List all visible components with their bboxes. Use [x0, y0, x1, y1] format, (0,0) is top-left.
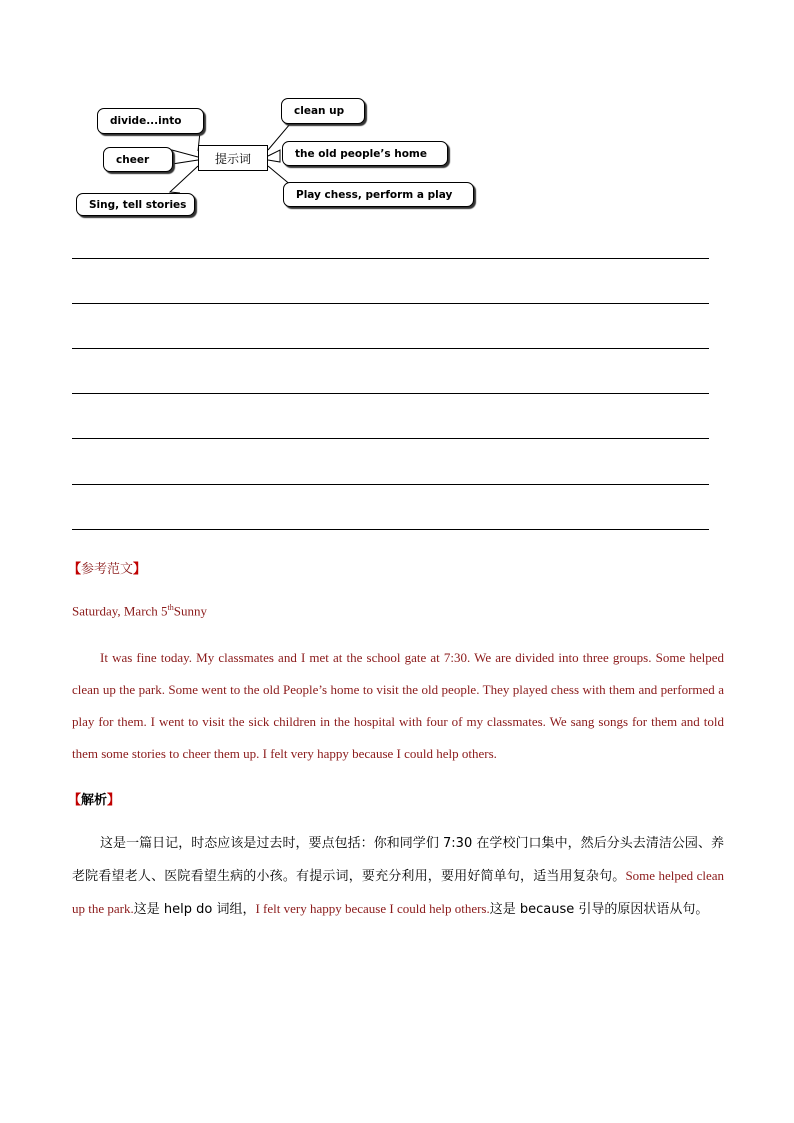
answer-line-4	[72, 393, 709, 394]
answer-line-1	[72, 258, 709, 259]
bubble-clean-up: clean up	[281, 98, 365, 124]
answer-line-7	[72, 529, 709, 530]
bubble-old-peoples-home: the old people’s home	[282, 141, 448, 166]
answer-line-2	[72, 303, 709, 304]
date-ordinal: th	[167, 603, 174, 612]
sample-essay-body: It was fine today. My classmates and I met at the school gate at 7:30. We are divided into three groups. Some helped clean up the park. Some went to the old People’s home to visit the old people. They played chess with them and performed a play for them. I went to visit the sick children in the hospital with four of my classmates. We sang songs for them and told them some stories to cheer them up. I felt very happy because I could help others.	[72, 650, 724, 761]
bubble-sing-tell-stories: Sing, tell stories	[76, 193, 195, 216]
analysis-label: 解析	[81, 793, 108, 808]
sample-label: 参考范文	[81, 562, 134, 577]
analysis-part-3: 这是 because 引导的原因状语从句。	[489, 902, 709, 917]
analysis-part-1: 这是一篇日记，时态应该是过去时，要点包括：你和同学们 7:30 在学校门口集中，然后分头去清洁公园、养老院看望老人、医院看望生病的小孩。有提示词，要充分利用，要用好简单句，适当用复杂句。	[72, 836, 724, 884]
analysis-example-1: Some helped clean up the park.	[72, 868, 724, 916]
analysis-heading: 【解析】	[68, 793, 121, 808]
bubble-play-chess: Play chess, perform a play	[283, 182, 474, 207]
answer-line-3	[72, 348, 709, 349]
analysis-text	[72, 828, 724, 926]
sample-heading: 【参考范文】	[68, 562, 147, 577]
connector-cheer	[172, 150, 198, 164]
keyword-center-box: 提示词	[198, 145, 268, 171]
keyword-diagram	[0, 0, 794, 230]
bubble-divide-into: divide...into	[97, 108, 204, 134]
date-weather: Sunny	[173, 603, 208, 619]
sample-essay	[72, 642, 724, 770]
answer-line-5	[72, 438, 709, 439]
diary-date-line	[72, 603, 722, 619]
date-prefix: Saturday, March 5	[72, 603, 168, 619]
answer-line-6	[72, 484, 709, 485]
analysis-part-2: 这是 help do 词组，	[133, 902, 256, 917]
connector-sing	[170, 166, 198, 193]
analysis-example-2: I felt very happy because I could help others.	[255, 901, 490, 916]
bubble-cheer: cheer	[103, 147, 173, 172]
connector-old	[268, 150, 280, 162]
